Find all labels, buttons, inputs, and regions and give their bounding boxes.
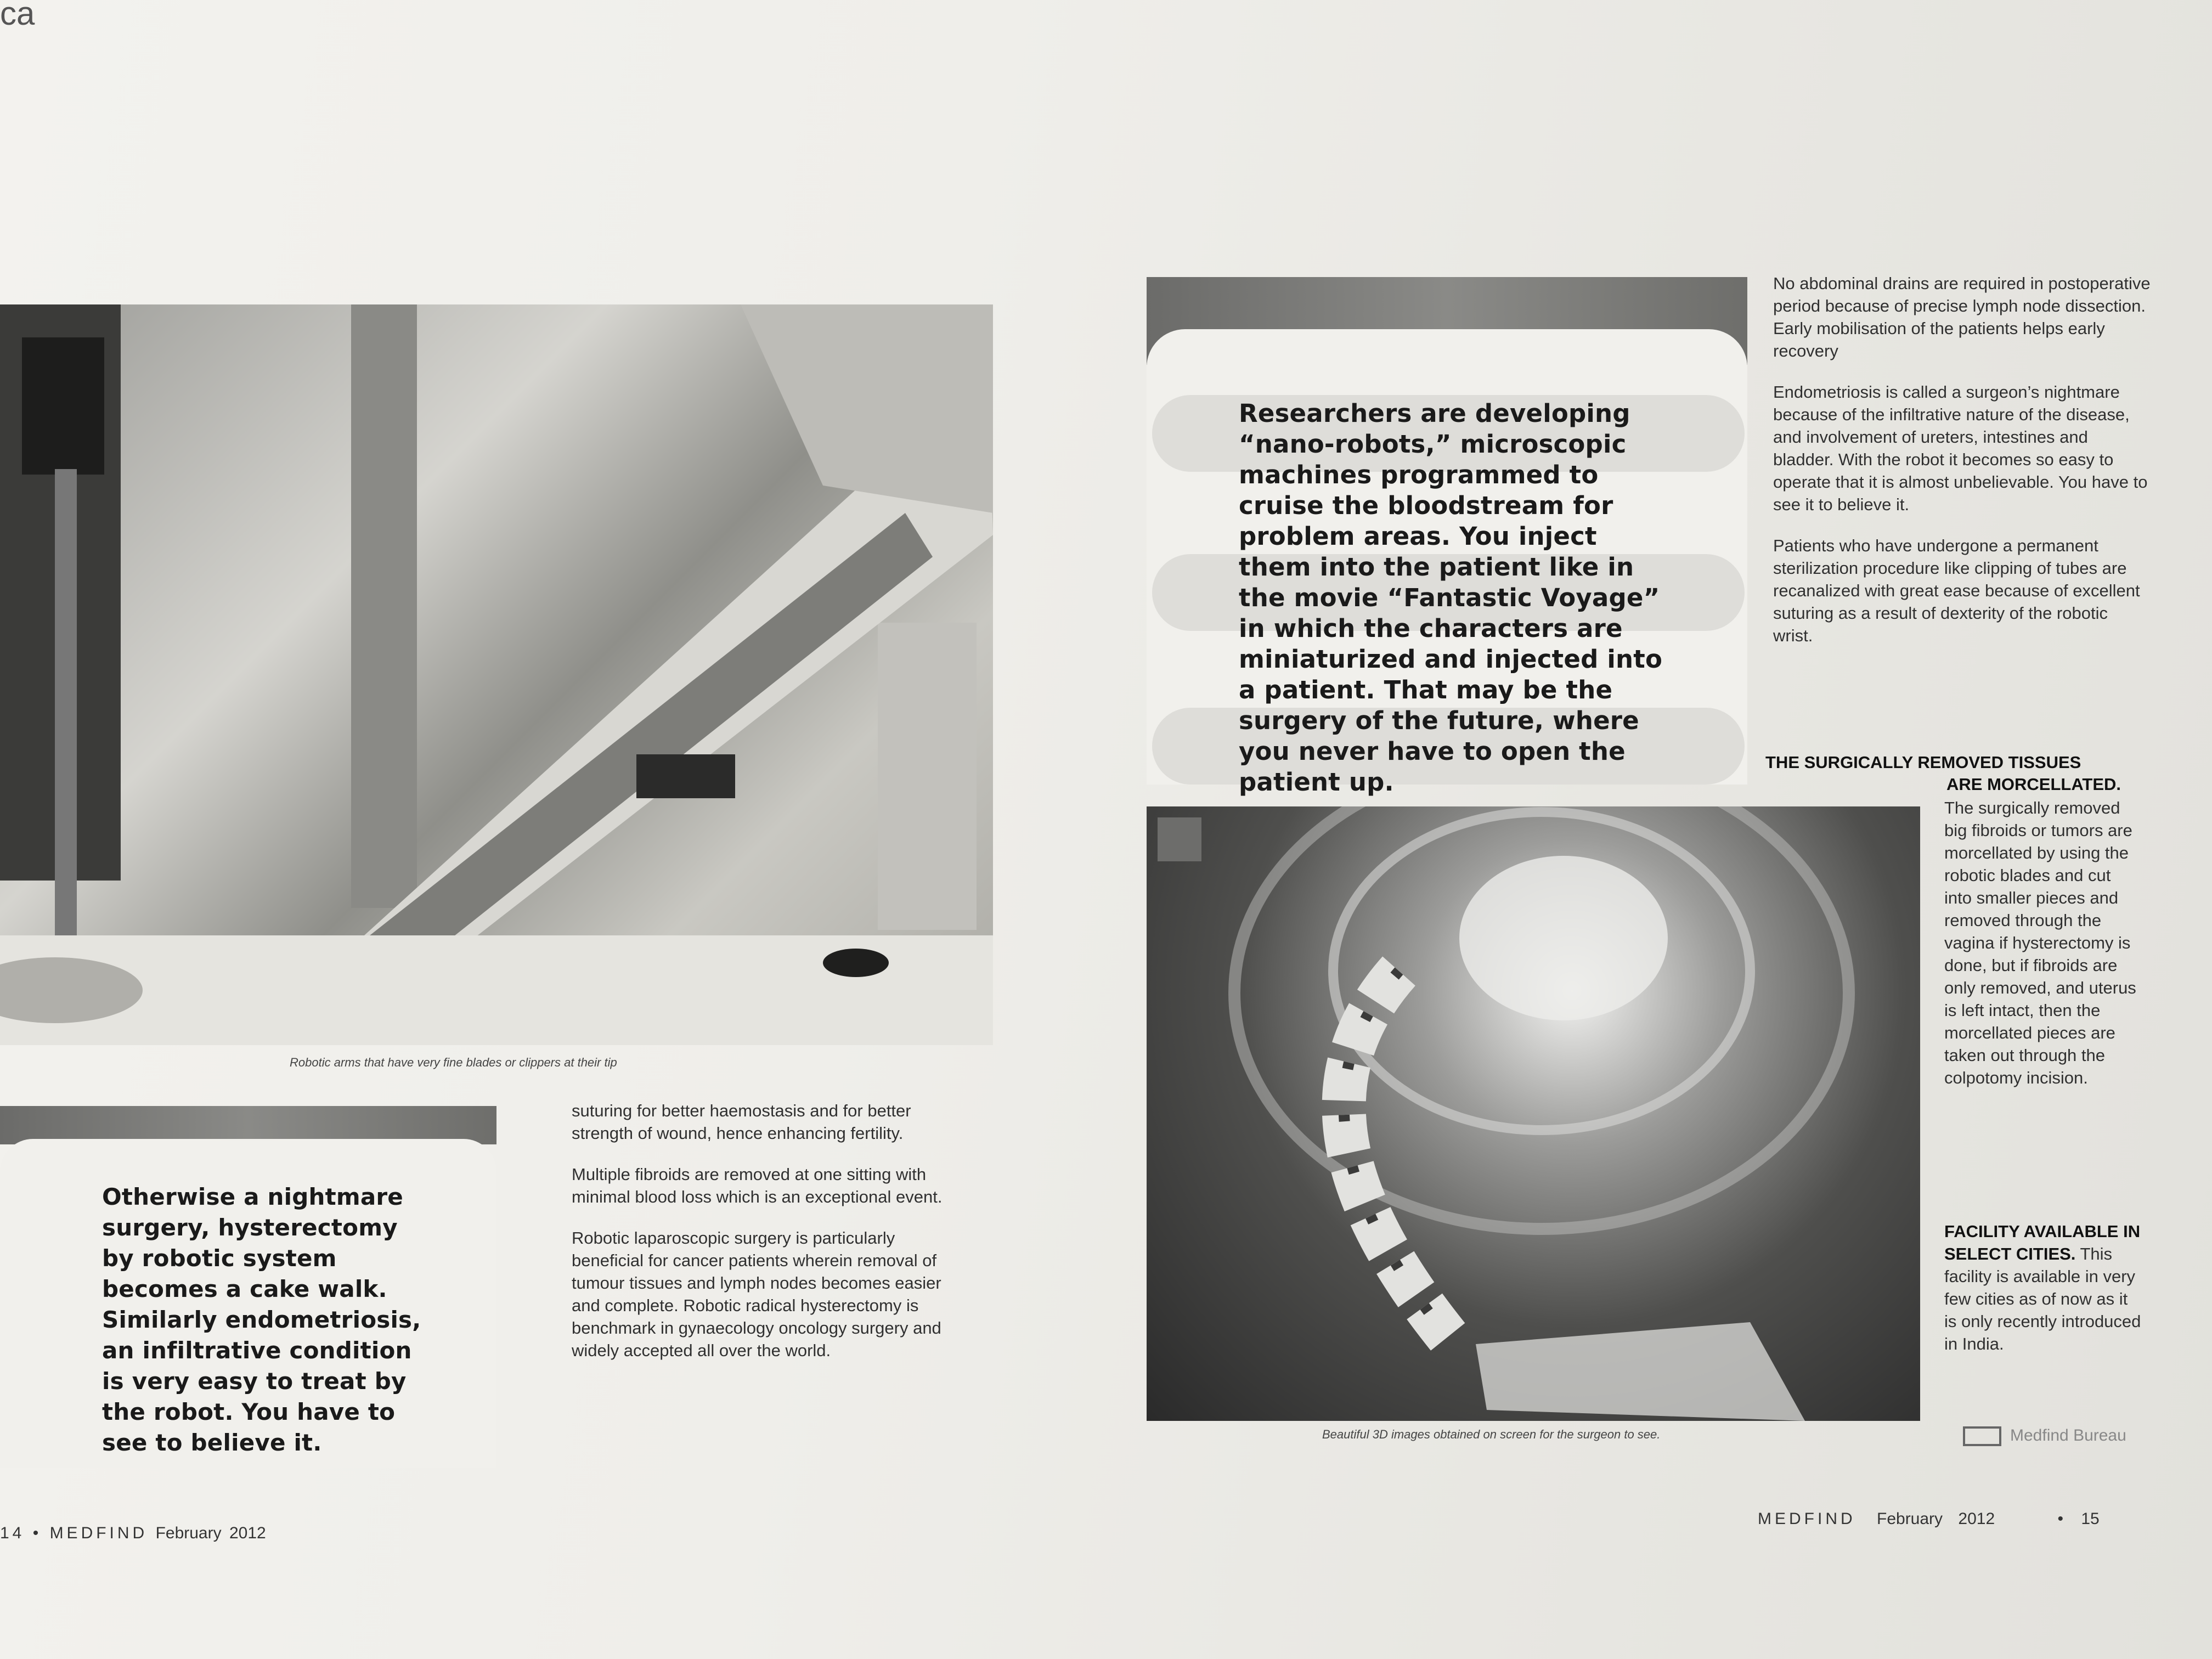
page-top-fragment: ca xyxy=(0,0,35,32)
paragraph: No abdominal drains are required in postoperative period because of precise lymph node dissection. Early mobilisation of the patients helps early recovery xyxy=(1773,274,2151,360)
page-footer-left xyxy=(0,1524,266,1543)
section-heading: ARE MORCELLATED. xyxy=(1946,775,2121,794)
paragraph: Patients who have undergone a permanent sterilization procedure like clipping of tubes are recanalized with great ease because of excellent suturing as a result of dexterity of the robotic wrist. xyxy=(1773,536,2140,645)
page-number: 14 xyxy=(0,1524,25,1542)
page-footer-right xyxy=(1758,1510,2100,1528)
paragraph: Endometriosis is called a surgeon’s nightmare because of the infiltrative nature of the disease, and involvement of ureters, intestines and bladder. With the robot it becomes so easy to operate that it is almost unbelievable. You have to see it to believe it. xyxy=(1773,382,2148,514)
byline-text: Medfind Bureau xyxy=(2010,1426,2126,1444)
paragraph: Robotic laparoscopic surgery is particularly beneficial for cancer patients wherein removal of tumour tissues and lymph nodes becomes easier and complete. Robotic radical hysterectomy is benchmark in gynaecology oncology surgery and widely accepted all over the world. xyxy=(572,1228,941,1360)
magazine-name: MEDFIND xyxy=(49,1524,148,1542)
magazine-name: MEDFIND xyxy=(1758,1510,1856,1528)
bullet-icon: • xyxy=(2057,1510,2063,1528)
photo-caption: Robotic arms that have very fine blades or clippers at their tip xyxy=(290,1056,617,1069)
issue-month: February xyxy=(155,1524,222,1542)
bullet-icon: • xyxy=(32,1524,50,1542)
pull-quote: Researchers are developing “nano-robots,” microscopic machines programmed to cruise the bloodstream for problem areas. You inject them into the patient like in the movie “Fantastic Voyage” in which the characters are miniaturized and injected into a patient. That may be the surgery of the future, where you never have to open the patient up. xyxy=(1239,399,1663,797)
facility-text: This facility is available in very few cities as of now as it is only recently introduced in India. xyxy=(1944,1244,2141,1353)
issue-month: February xyxy=(1877,1510,1943,1528)
publisher-logo-icon xyxy=(1963,1426,2001,1446)
paragraph: Multiple fibroids are removed at one sitting with minimal blood loss which is an exceptional event. xyxy=(572,1165,943,1206)
pull-quote: Otherwise a nightmare surgery, hysterectomy by robotic system becomes a cake walk. Similarly endometriosis, an infiltrative condition is very easy to treat by the robot. You have to see to believe it. xyxy=(102,1183,421,1456)
robotic-arm-photo xyxy=(0,304,993,1045)
section-heading: THE SURGICALLY REMOVED TISSUES xyxy=(1765,753,2081,772)
paragraph: suturing for better haemostasis and for better strength of wound, hence enhancing fertility. xyxy=(572,1101,911,1143)
issue-year: 2012 xyxy=(229,1524,266,1542)
photo-caption: Beautiful 3D images obtained on screen for the surgeon to see. xyxy=(1322,1427,1661,1441)
issue-year: 2012 xyxy=(1958,1510,1995,1528)
nano-robot-3d-image xyxy=(1147,806,1920,1421)
narrow-text: The surgically removed big fibroids or tumors are morcellated by using the robotic blades and cut into smaller pieces and removed through the vagina if hysterectomy is done, but if fibroids are only removed, and uterus is left intact, then the morcellated pieces are taken out through the colpotomy incision. xyxy=(1944,798,2136,1087)
page-number: 15 xyxy=(2081,1510,2100,1528)
section-heading: FACILITY AVAILABLE IN SELECT CITIES. xyxy=(1944,1222,2141,1263)
facility-section xyxy=(1944,1220,2142,1355)
text-column xyxy=(1773,272,2152,665)
body-column xyxy=(572,1099,950,1380)
byline xyxy=(1963,1426,2126,1446)
